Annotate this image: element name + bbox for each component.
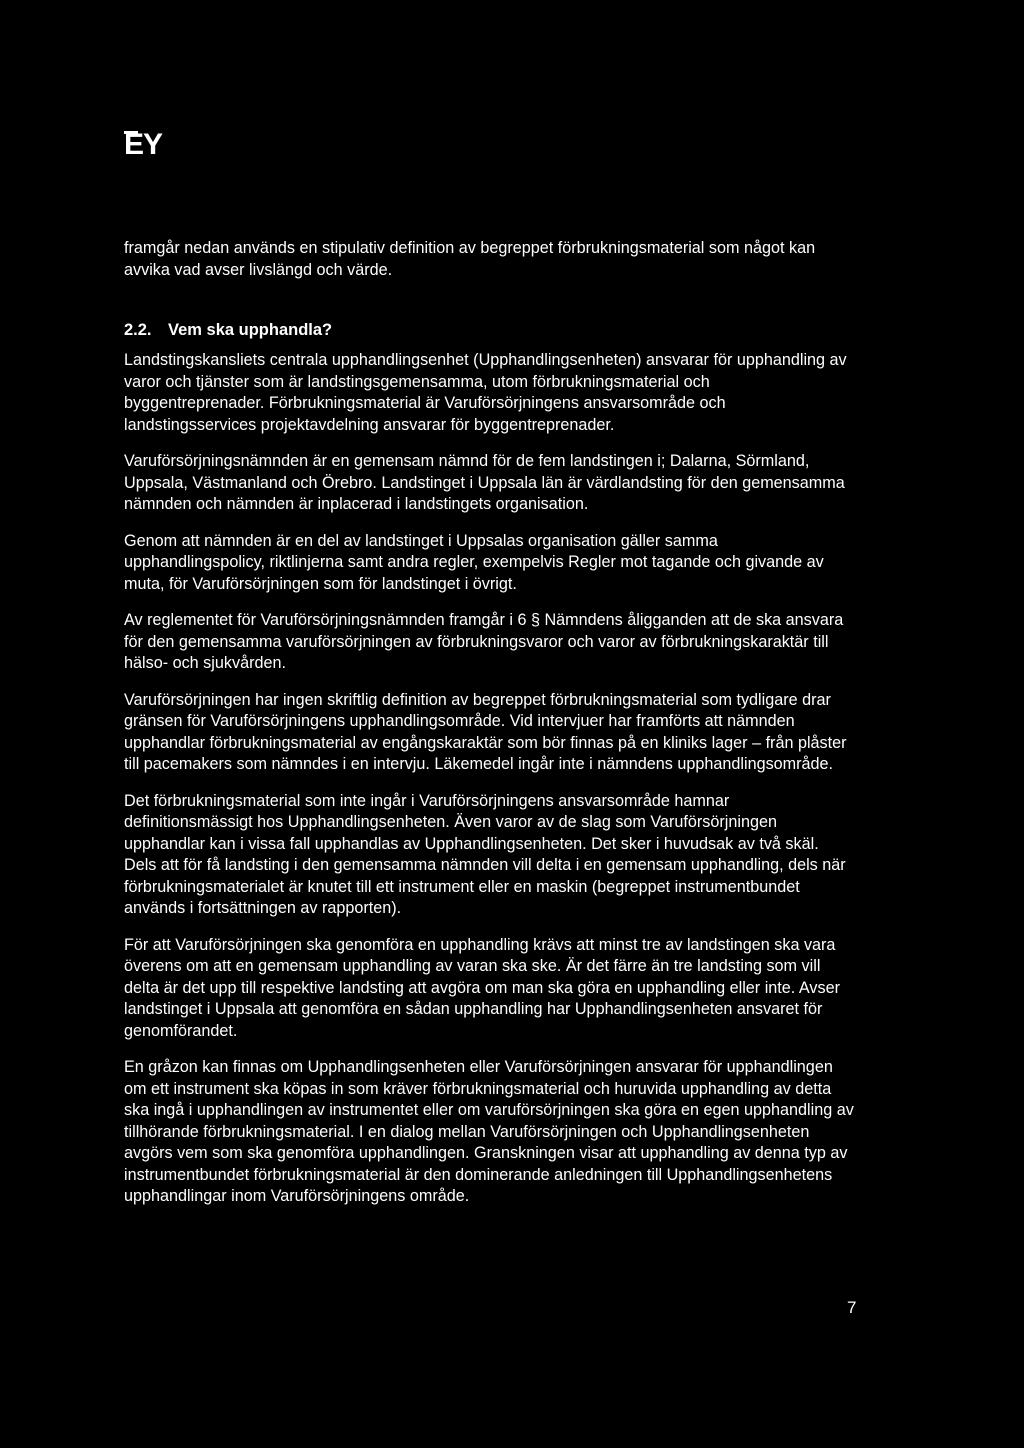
paragraph: Landstingskansliets centrala upphandlingsenhet (Upphandlingsenheten) ansvarar för upphandling av varor och tjänster som är landstingsgemensamma, utom förbrukningsmaterial och byggentreprenader. Förbrukningsmaterial är Varuförsörjningens ansvarsområde och landstingsservices projektavdelning ansvarar för byggentreprenader. [124, 351, 847, 434]
section-number: 2.2. [124, 321, 152, 339]
paragraph: Varuförsörjningen har ingen skriftlig definition av begreppet förbrukningsmaterial som tydligare drar gränsen för Varuförsörjningens upphandlingsområde. Vid intervjuer har framförts att nämnden upphandlar förbrukningsmaterial av engångskaraktär som bör finnas på en kliniks lager – från plåster till pacemakers som nämndes i en intervju. Läkemedel ingår inte i nämndens upphandlingsområde. [124, 690, 847, 773]
paragraph: Genom att nämnden är en del av landstinget i Uppsalas organisation gäller samma upphandlingspolicy, riktlinjerna samt andra regler, exempelvis Regler mot tagande och givande av muta, för Varuförsörjningen som för landstinget i övrigt. [124, 531, 824, 593]
section-title: Vem ska upphandla? [168, 321, 333, 339]
paragraph: Varuförsörjningsnämnden är en gemensam nämnd för de fem landstingen i; Dalarna, Sörmland, Uppsala, Västmanland och Örebro. Landstinget i Uppsala län är värdlandsting för den gemensamma nämnden och nämnden är inplacerad i landstingets organisation. [124, 452, 845, 513]
document-body [124, 238, 854, 1223]
paragraph: För att Varuförsörjningen ska genomföra en upphandling krävs att minst tre av landstingen ska vara överens om att en gemensam upphandling av varan ska ske. Är det färre än tre landsting som vill delta är det upp till respektive landsting att avgöra om man ska göra en upphandling eller inte. Avser landstinget i Uppsala att genomföra en sådan upphandling har Upphandlingsenheten ansvaret för genomförandet. [124, 935, 840, 1040]
paragraph: Av reglementet för Varuförsörjningsnämnden framgår i 6 § Nämndens åligganden att de ska ansvara för den gemensamma varuförsörjningen av förbrukningsvaror och varor av förbrukningskaraktär till hälso- och sjukvården. [124, 611, 844, 672]
section-heading [124, 319, 854, 341]
paragraph: En gråzon kan finnas om Upphandlingsenheten eller Varuförsörjningen ansvarar för upphandlingen om ett instrument ska köpas in som kräver förbrukningsmaterial och huruvida upphandling av detta ska ingå i upphandlingen av instrumentet eller om varuförsörjningen ska göra en egen upphandling av tillhörande förbrukningsmaterial. I en dialog mellan Varuförsörjningen och Upphandlingsenheten avgörs vem som ska genomföra upphandlingen. Granskningen visar att upphandling av denna typ av instrumentbundet förbrukningsmaterial är den dominerande anledningen till Upphandlingsenhetens upphandlingar inom Varuförsörjningens område. [124, 1058, 854, 1205]
paragraph: framgår nedan används en stipulativ definition av begreppet förbrukningsmaterial som något kan avvika vad avser livslängd och värde. [124, 239, 816, 279]
page-number: 7 [847, 1298, 857, 1317]
paragraph: Det förbrukningsmaterial som inte ingår i Varuförsörjningens ansvarsområde hamnar definitionsmässigt hos Upphandlingsenheten. Även varor av de slag som Varuförsörjningen upphandlar kan i vissa fall upphandlas av Upphandlingsenheten. Det sker i huvudsak av två skäl. Dels att för få landsting i den gemensamma nämnden vill delta i en gemensam upphandling, dels när förbrukningsmaterialet är knutet till ett instrument eller en maskin (begreppet instrumentbundet används i fortsättningen av rapporten). [124, 791, 846, 917]
ey-logo: EY [124, 128, 163, 161]
